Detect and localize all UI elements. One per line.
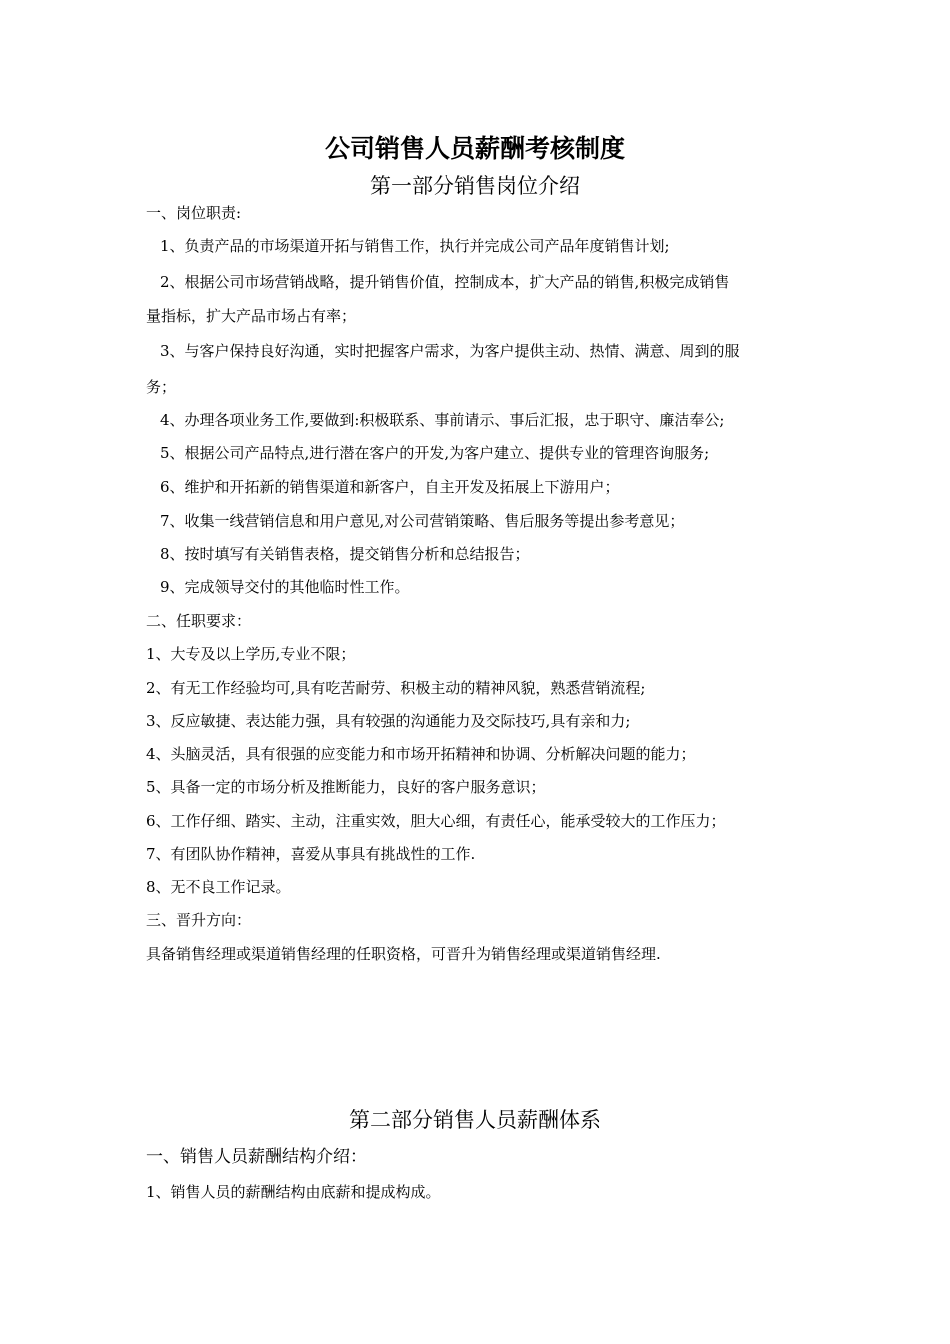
list-item-continuation: 务；	[146, 378, 177, 396]
list-item: 7、有团队协作精神，喜爱从事具有挑战性的工作.	[146, 845, 476, 863]
list-item: 1、大专及以上学历,专业不限；	[146, 645, 356, 663]
list-item: 2、有无工作经验均可,具有吃苦耐劳、积极主动的精神风貌，熟悉营销流程;	[146, 679, 646, 697]
section-heading-requirements: 二、任职要求：	[146, 612, 252, 630]
list-item: 9、完成领导交付的其他临时性工作。	[160, 578, 410, 596]
list-item: 4、头脑灵活，具有很强的应变能力和市场开拓精神和协调、分析解决问题的能力；	[146, 745, 696, 763]
document-title: 公司销售人员薪酬考核制度	[324, 134, 625, 163]
part2-heading: 第二部分销售人员薪酬体系	[349, 1108, 601, 1132]
list-item: 4、办理各项业务工作,要做到:积极联系、事前请示、事后汇报，忠于职守、廉洁奉公;	[160, 411, 725, 429]
part1-heading: 第一部分销售岗位介绍	[370, 174, 580, 198]
list-item: 1、销售人员的薪酬结构由底薪和提成构成。	[146, 1183, 441, 1201]
list-item: 2、根据公司市场营销战略，提升销售价值，控制成本，扩大产品的销售,积极完成销售	[160, 273, 730, 291]
list-item: 1、负责产品的市场渠道开拓与销售工作，执行并完成公司产品年度销售计划;	[160, 237, 670, 255]
list-item: 7、收集一线营销信息和用户意见,对公司营销策略、售后服务等提出参考意见；	[160, 512, 685, 530]
section-heading-duties: 一、岗位职责:	[146, 204, 242, 222]
list-item: 5、根据公司产品特点,进行潜在客户的开发,为客户建立、提供专业的管理咨询服务;	[160, 444, 710, 462]
list-item: 8、按时填写有关销售表格，提交销售分析和总结报告；	[160, 545, 530, 563]
list-item: 8、无不良工作记录。	[146, 878, 291, 896]
list-item: 6、维护和开拓新的销售渠道和新客户，自主开发及拓展上下游用户；	[160, 478, 620, 496]
list-item: 3、与客户保持良好沟通，实时把握客户需求，为客户提供主动、热情、满意、周到的服	[160, 342, 740, 360]
section-heading-promotion: 三、晋升方向：	[146, 911, 252, 929]
paragraph: 具备销售经理或渠道销售经理的任职资格，可晋升为销售经理或渠道销售经理.	[146, 945, 661, 963]
list-item-continuation: 量指标，扩大产品市场占有率；	[146, 307, 357, 325]
list-item: 3、反应敏捷、表达能力强，具有较强的沟通能力及交际技巧,具有亲和力;	[146, 712, 631, 730]
list-item: 6、工作仔细、踏实、主动，注重实效，胆大心细，有责任心，能承受较大的工作压力；	[146, 812, 726, 830]
list-item: 5、具备一定的市场分析及推断能力，良好的客户服务意识；	[146, 778, 546, 796]
section-heading-salary-structure: 一、销售人员薪酬结构介绍：	[146, 1147, 367, 1167]
